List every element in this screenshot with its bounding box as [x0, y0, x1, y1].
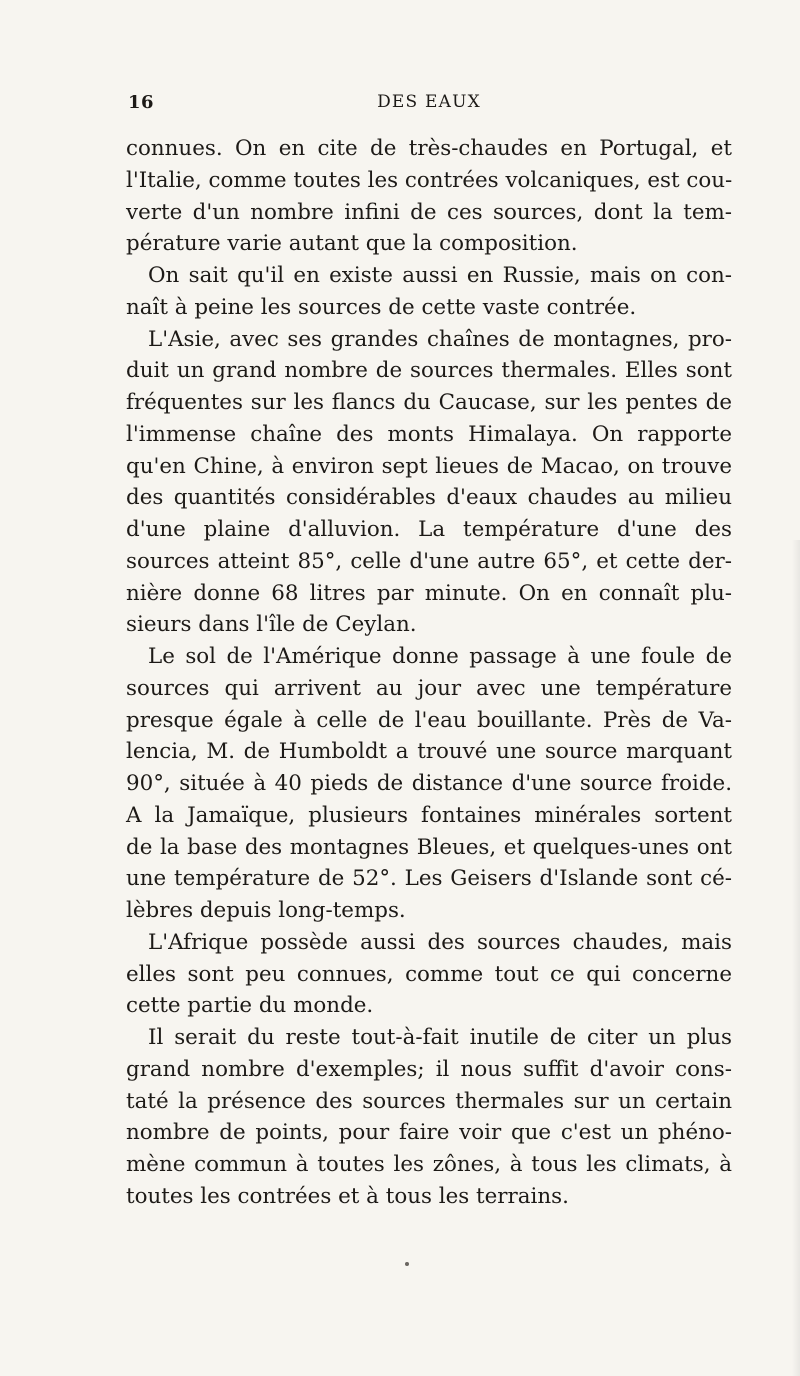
- text-line: l'Italie, comme toutes les contrées volcaniques, est cou-: [126, 167, 733, 193]
- page-header: [128, 92, 730, 118]
- text-line: sieurs dans l'île de Ceylan.: [126, 612, 417, 638]
- page-edge-shadow: [792, 540, 800, 1376]
- text-line: cette partie du monde.: [126, 993, 374, 1019]
- text-line: sources atteint 85°, celle d'une autre 65°, et cette der-: [126, 548, 732, 574]
- paragraph-start-line: On sait qu'il en existe aussi en Russie, mais on con-: [148, 263, 732, 288]
- text-line: fréquentes sur les flancs du Caucase, sur les pentes de: [126, 390, 732, 415]
- text-line: 90°, située à 40 pieds de distance d'une source froide.: [126, 771, 732, 796]
- text-line: qu'en Chine, à environ sept lieues de Macao, on trouve: [126, 453, 732, 479]
- text-line: sources qui arrivent au jour avec une température: [126, 675, 732, 701]
- paragraph-start-line: Le sol de l'Amérique donne passage à une foule de: [148, 644, 732, 669]
- page-number: 16: [128, 92, 155, 113]
- text-line: presque égale à celle de l'eau bouillante. Près de Va-: [126, 707, 732, 733]
- paragraph-start-line: L'Afrique possède aussi des sources chaudes, mais: [148, 929, 732, 955]
- text-line: nombre de points, pour faire voir que c'est un phéno-: [126, 1120, 732, 1146]
- paragraph-start-line: L'Asie, avec ses grandes chaînes de montagnes, pro-: [148, 326, 732, 352]
- text-line: verte d'un nombre infini de ces sources, dont la tem-: [126, 199, 732, 225]
- text-line: A la Jamaïque, plusieurs fontaines minérales sortent: [126, 802, 732, 828]
- text-line: pérature varie autant que la composition.: [126, 231, 578, 257]
- text-line: naît à peine les sources de cette vaste contrée.: [126, 294, 637, 320]
- paragraph-start-line: Il serait du reste tout-à-fait inutile de citer un plus: [148, 1025, 732, 1050]
- text-line: lencia, M. de Humboldt a trouvé une source marquant: [126, 739, 732, 765]
- text-line: lèbres depuis long-temps.: [126, 898, 406, 923]
- body-text: [126, 133, 732, 1213]
- text-line: duit un grand nombre de sources thermales. Elles sont: [126, 358, 732, 384]
- text-line: nière donne 68 litres par minute. On en connaît plu-: [126, 580, 732, 606]
- text-line: l'immense chaîne des monts Himalaya. On rapporte: [126, 421, 732, 447]
- text-line: des quantités considérables d'eaux chaudes au milieu: [126, 485, 732, 511]
- text-line: grand nombre d'exemples; il nous suffit d'avoir cons-: [126, 1056, 732, 1082]
- text-line: toutes les contrées et à tous les terrains.: [126, 1183, 569, 1209]
- text-line: elles sont peu connues, comme tout ce qui concerne: [126, 961, 732, 987]
- ink-speck: [405, 1262, 409, 1266]
- running-title: DES EAUX: [377, 92, 481, 112]
- text-line: taté la présence des sources thermales sur un certain: [126, 1088, 732, 1114]
- text-line: mène commun à toutes les zônes, à tous les climats, à: [126, 1152, 732, 1177]
- text-line: connues. On en cite de très-chaudes en Portugal, et: [126, 136, 732, 161]
- text-line: d'une plaine d'alluvion. La température d'une des: [126, 517, 732, 542]
- text-line: une température de 52°. Les Geisers d'Islande sont cé-: [126, 866, 732, 892]
- text-line: de la base des montagnes Bleues, et quelques-unes ont: [126, 834, 732, 860]
